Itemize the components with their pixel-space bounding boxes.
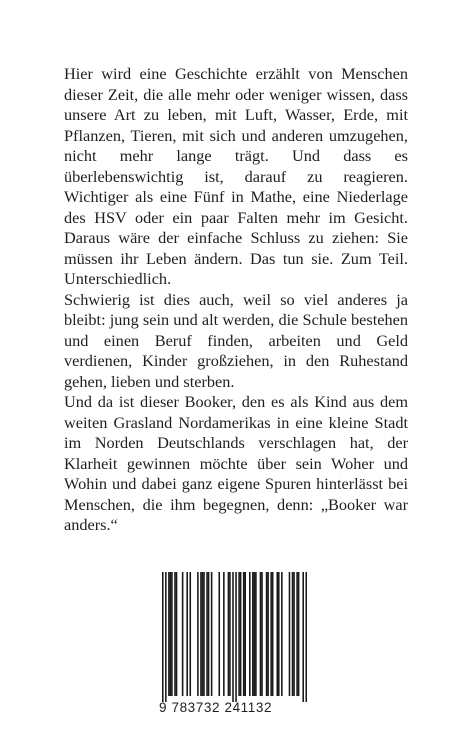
blurb-paragraph-2: Schwierig ist dies auch, weil so viel anderes ja bleibt: jung sein und alt werden, die Schule bestehen und einen Beruf finden, arbeiten und Geld verdienen, Kinder großziehen, in den Ruhestand gehen, lieben und sterben. [64,289,408,391]
barcode-bar [276,572,278,696]
barcode-bar [238,572,240,696]
isbn-number: 9 783732 241132 [159,700,273,715]
barcode-bar [243,572,245,696]
barcode-bars [162,572,307,702]
barcode-bar [302,572,304,702]
barcode-bar [228,572,230,696]
barcode-bar [270,572,272,696]
barcode-bar [244,572,246,696]
barcode-bar [168,572,170,696]
barcode-bar [298,572,300,696]
barcode-bar [202,572,204,696]
barcode-bar [189,572,191,696]
barcode-bar [182,572,184,696]
barcode-bar [206,572,208,696]
barcode-bar [208,572,210,696]
barcode-bar [211,572,213,696]
barcode-bar [254,572,256,696]
barcode-bar [305,572,307,702]
barcode-bar [218,572,220,696]
barcode-bar [235,572,237,702]
barcode-bar [281,572,283,696]
barcode-bar [223,572,225,696]
barcode-bar [186,572,188,696]
barcode-bar [176,572,178,696]
barcode-bar [171,572,173,696]
barcode-bar [278,572,280,696]
barcode-bar [255,572,257,696]
barcode-bar [165,572,167,702]
barcode-bar [249,572,251,696]
barcode-bar [203,572,205,696]
barcode-bar [292,572,294,696]
barcode-bar [232,572,234,702]
barcode-bar [272,572,274,696]
barcode-bar [296,572,298,696]
barcode-bar [252,572,254,696]
isbn-barcode [162,572,307,702]
blurb-text [64,64,408,536]
barcode-bar [174,572,176,696]
blurb-paragraph-3: Und da ist dieser Booker, den es als Kind aus dem weiten Grasland Nordamerikas in eine kleine Stadt im Norden Deutschlands verschlagen hat, der Klarheit gewinnen möchte über sein Woher und Wohin und dabei ganz eigene Spuren hinterlässt bei Menschen, die ihm begegnen, denn: „Booker war anders.“ [64,392,408,534]
barcode-bar [197,572,199,696]
barcode-bar [261,572,263,696]
barcode-bar [267,572,269,696]
barcode-bar [240,572,242,696]
barcode-bar [170,572,172,696]
barcode-bar [289,572,291,696]
barcode-bar [266,572,268,696]
barcode-bar [293,572,295,696]
barcode-bar [260,572,262,696]
blurb-paragraph-1: Hier wird eine Geschichte erzählt von Menschen dieser Zeit, die alle mehr oder weniger wissen, dass unsere Art zu leben, mit Luft, Wasser, Erde, mit Pflanzen, Tieren, mit sich und anderen umzugehen, nicht mehr lange trägt. Und dass es überlebenswichtig ist, darauf zu reagieren. Wichtiger als eine Fünf in Mathe, eine Niederlage des HSV oder ein paar Falten mehr im Gesicht. Daraus wäre der einfache Schluss zu ziehen: Sie müssen ihr Leben ändern. Das tun sie. Zum Teil. Unterschiedlich. [64,64,408,288]
barcode-bar [162,572,164,702]
barcode-bar [200,572,202,696]
barcode-bar [229,572,231,696]
